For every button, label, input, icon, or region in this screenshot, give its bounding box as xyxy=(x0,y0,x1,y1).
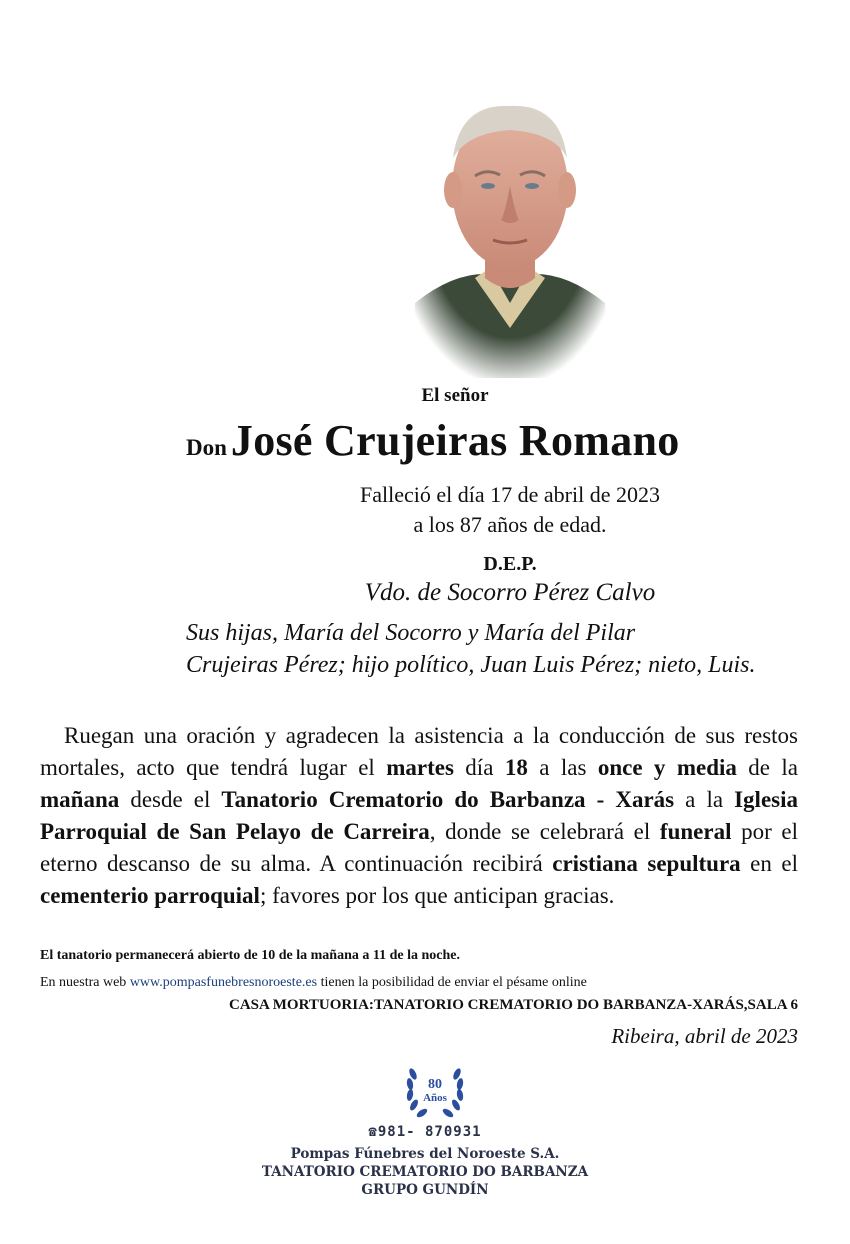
deceased-name-line xyxy=(186,415,680,466)
age-at-death: a los 87 años de edad. xyxy=(413,512,607,537)
body-text: , donde se celebrará el xyxy=(429,819,660,844)
body-bold: mañana xyxy=(40,787,120,812)
widower-of: Vdo. de Socorro Pérez Calvo xyxy=(364,579,656,606)
body-text: a la xyxy=(674,787,735,812)
body-bold: cementerio parroquial xyxy=(40,883,260,908)
web-suffix: tienen la posibilidad de enviar el pésame online xyxy=(317,975,587,990)
mortuary-location: CASA MORTUORIA:TANATORIO CREMATORIO DO BARBANZA-XARÁS,SALA 6 xyxy=(229,997,798,1013)
phone-number[interactable]: 981- 870931 xyxy=(377,1124,482,1140)
body-text: ; favores por los que anticipan gracias. xyxy=(259,883,615,908)
place-and-date: Ribeira, abril de 2023 xyxy=(611,1024,798,1048)
family-mourners xyxy=(186,617,798,681)
name-prefix: Don xyxy=(186,435,227,460)
anniversary-laurel-badge xyxy=(403,1058,467,1124)
intro-text: El señor xyxy=(421,385,489,406)
body-text: día xyxy=(453,755,505,780)
phone-icon: ☎ xyxy=(368,1124,378,1140)
body-bold: 18 xyxy=(504,755,528,780)
rest-in-peace: D.E.P. xyxy=(483,553,537,575)
website-link[interactable]: www.pompasfunebresnoroeste.es xyxy=(129,975,318,990)
death-info xyxy=(0,480,850,540)
body-text: desde el xyxy=(119,787,222,812)
body-text: a las xyxy=(527,755,598,780)
body-bold: funeral xyxy=(659,819,732,844)
badge-number: 80 xyxy=(428,1077,442,1092)
company-name: Pompas Fúnebres del Noroeste S.A. xyxy=(290,1146,560,1162)
opening-hours-note: El tanatorio permanecerá abierto de 10 de la mañana a 11 de la noche. xyxy=(40,948,460,963)
body-bold: Iglesia Parroquial de San Pelayo de Carreira xyxy=(40,787,798,844)
company-group: GRUPO GUNDÍN xyxy=(361,1182,489,1198)
phone-line xyxy=(0,1124,850,1140)
body-text: Ruegan una oración y agradecen la asistencia a la conducción de sus restos mortales, acto que tendrá lugar el xyxy=(40,723,798,780)
company-info xyxy=(0,1145,850,1199)
web-prefix: En nuestra web xyxy=(40,975,130,990)
online-condolences-note xyxy=(40,975,587,991)
family-line-1: Sus hijas, María del Socorro y María del Pilar xyxy=(186,620,636,646)
body-text: de la xyxy=(736,755,799,780)
family-line-rest: Crujeiras Pérez; hijo político, Juan Luis Pérez; nieto, Luis. xyxy=(186,652,756,678)
deceased-name: José Crujeiras Romano xyxy=(230,416,680,465)
funeral-announcement xyxy=(40,720,798,912)
death-date: Falleció el día 17 de abril de 2023 xyxy=(360,482,660,507)
body-bold: once y media xyxy=(597,755,737,780)
body-bold: Tanatorio Crematorio do Barbanza - Xarás xyxy=(221,787,675,812)
body-text: por el eterno descanso de su alma. A continuación recibirá xyxy=(40,819,798,876)
body-bold: martes xyxy=(386,755,454,780)
company-tanatorio: TANATORIO CREMATORIO DO BARBANZA xyxy=(261,1164,589,1180)
body-bold: cristiana sepultura xyxy=(552,851,741,876)
badge-word: Años xyxy=(423,1092,447,1104)
laurel-wreath-icon xyxy=(403,1058,467,1124)
body-text: en el xyxy=(740,851,798,876)
portrait-photo xyxy=(405,78,615,378)
